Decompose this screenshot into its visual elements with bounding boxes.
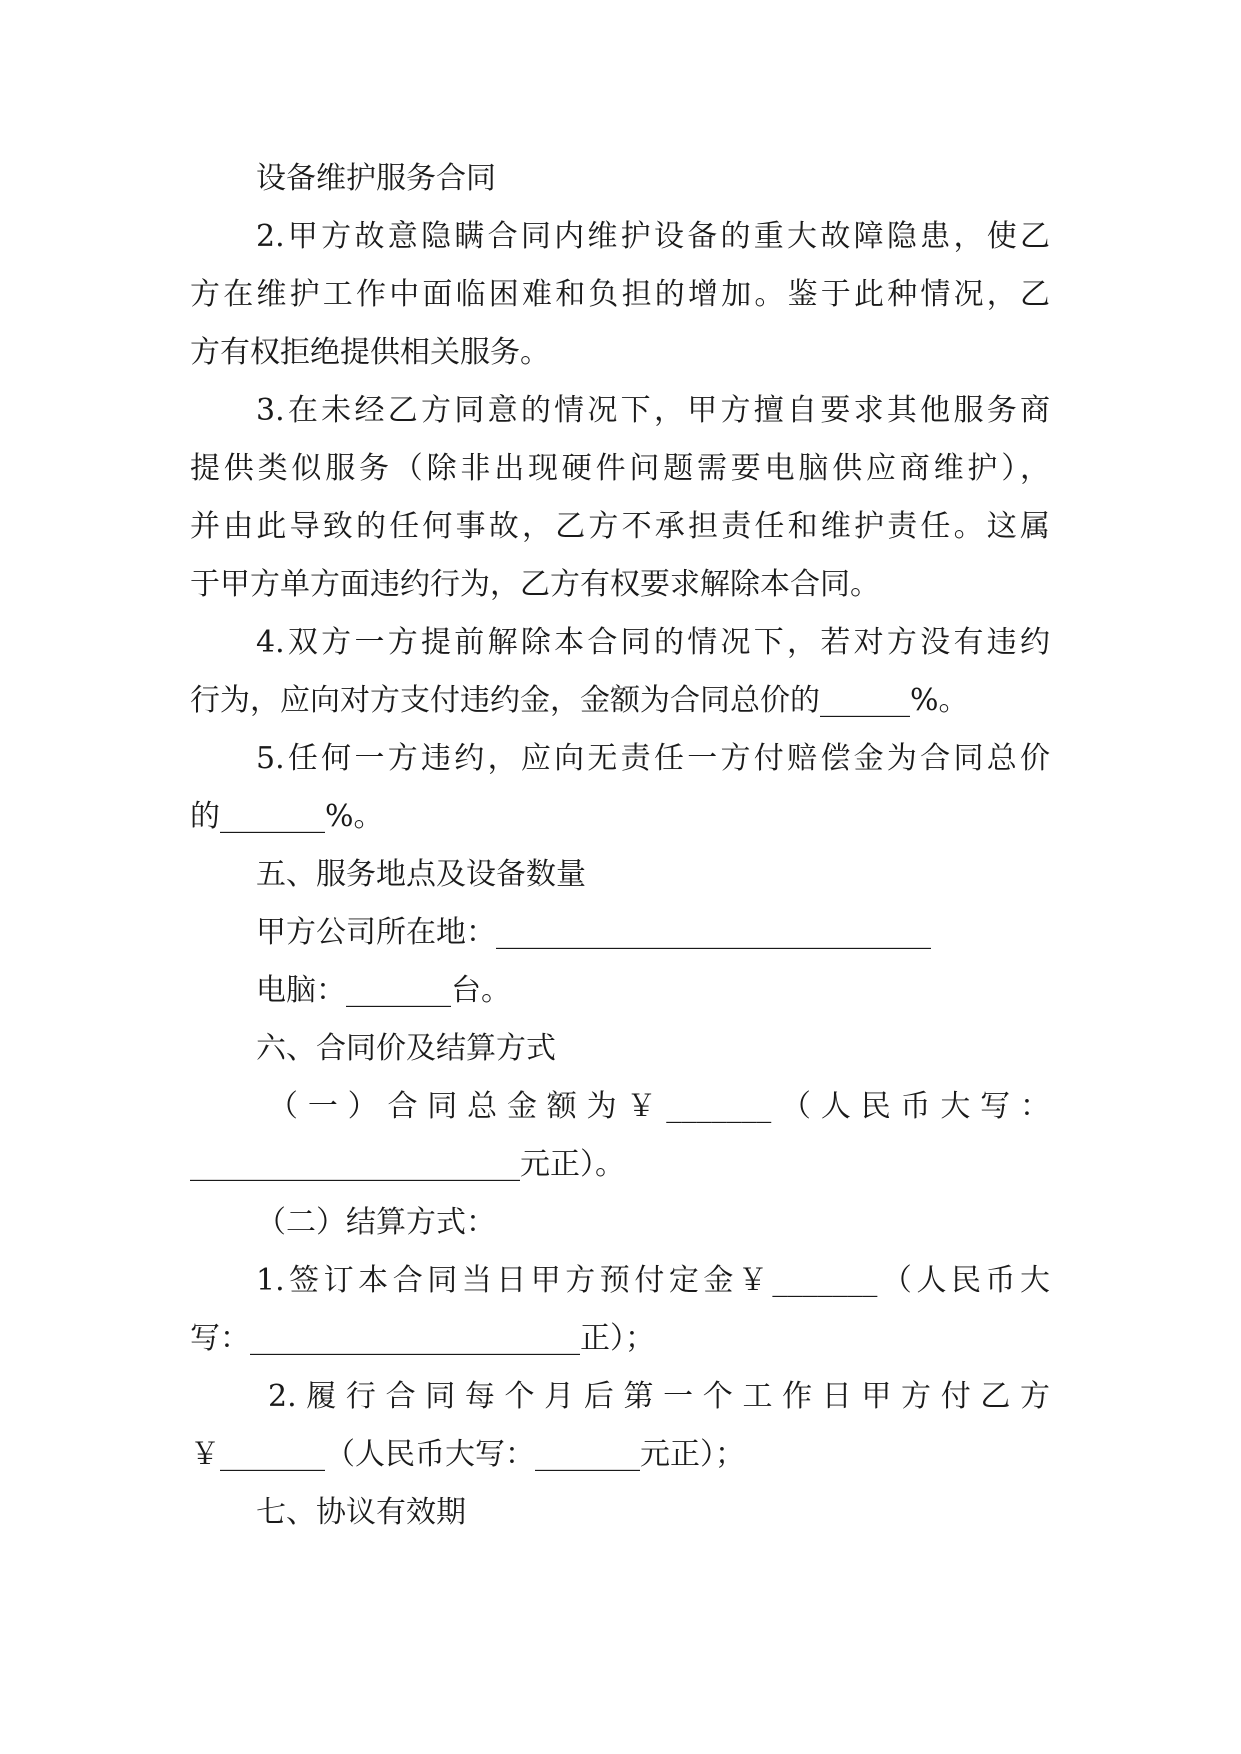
clause-2-line-3: 方有权拒绝提供相关服务。 [190,335,550,370]
clause-4-line-2: 行为，应向对方支付违约金，金额为合同总价的______%。 [190,683,969,718]
clause-2-line-2: 方在维护工作中面临困难和负担的增加。鉴于此种情况，乙 [190,277,1050,312]
total-amount-line-1: （一）合同总金额为￥_______（人民币大写： [268,1089,1050,1124]
settlement-1-line-2: 写：______________________正）； [190,1321,655,1356]
section-6-heading: 六、合同价及结算方式 [256,1031,556,1066]
total-amount-line-2: ______________________元正）。 [190,1147,625,1182]
section-title: 设备维护服务合同 [256,161,496,196]
settlement-heading: （二）结算方式： [256,1205,496,1240]
computer-count-field: 电脑：_______台。 [256,973,511,1008]
clause-3-line-3: 并由此导致的任何事故，乙方不承担责任和维护责任。这属 [190,509,1050,544]
clause-3-line-4: 于甲方单方面违约行为，乙方有权要求解除本合同。 [190,567,880,602]
settlement-1-line-1: 1.签订本合同当日甲方预付定金￥_______（人民币大 [256,1263,1050,1298]
clause-3-line-2: 提供类似服务（除非出现硬件问题需要电脑供应商维护）， [190,451,1050,486]
clause-4-line-1: 4.双方一方提前解除本合同的情况下，若对方没有违约 [256,625,1050,660]
settlement-2-line-2: ￥_______（人民币大写：_______元正）； [190,1437,745,1472]
settlement-2-line-1: 2.履行合同每个月后第一个工作日甲方付乙方 [268,1379,1050,1414]
company-location-field: 甲方公司所在地：_____________________________ [256,915,931,950]
clause-5-line-2: 的_______%。 [190,799,384,834]
section-7-heading: 七、协议有效期 [256,1495,466,1530]
clause-5-line-1: 5.任何一方违约，应向无责任一方付赔偿金为合同总价 [256,741,1050,776]
document-page [190,150,1050,1542]
clause-2-line-1: 2.甲方故意隐瞒合同内维护设备的重大故障隐患，使乙 [256,219,1050,254]
section-5-heading: 五、服务地点及设备数量 [256,857,586,892]
clause-3-line-1: 3.在未经乙方同意的情况下，甲方擅自要求其他服务商 [256,393,1050,428]
